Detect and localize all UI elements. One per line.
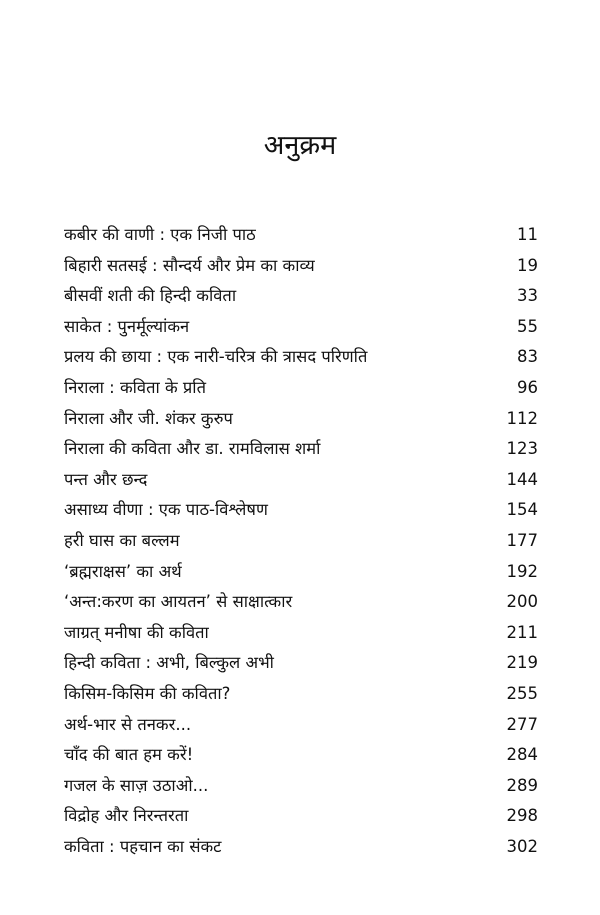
toc-entry <box>64 220 538 251</box>
toc-entry <box>64 801 538 832</box>
toc-entry <box>64 740 538 771</box>
toc-entry <box>64 434 538 465</box>
toc-entry-title: पन्त और छन्द <box>64 469 148 489</box>
toc-entry <box>64 648 538 679</box>
toc-entry-title: बिहारी सतसई : सौन्दर्य और प्रेम का काव्य <box>64 255 315 275</box>
toc-entry <box>64 832 538 863</box>
toc-entry-title: गजल के साज़ उठाओ... <box>64 775 209 795</box>
toc-entry <box>64 679 538 710</box>
toc-entry-title: कबीर की वाणी : एक निजी पाठ <box>64 225 256 244</box>
toc-entry-page: 284 <box>506 745 538 765</box>
toc-entry-page: 289 <box>506 775 538 795</box>
toc-entry-page: 298 <box>506 806 538 826</box>
toc-entry <box>64 404 538 435</box>
toc-entry-title: चाँद की बात हम करें! <box>64 745 194 765</box>
toc-entry <box>64 526 538 557</box>
toc-entry-title: बीसवीं शती की हिन्दी कविता <box>64 286 237 306</box>
toc-entry-page: 255 <box>506 683 538 703</box>
toc-entry <box>64 281 538 312</box>
toc-entry <box>64 465 538 496</box>
toc-entry-page: 19 <box>517 255 538 275</box>
toc-entry <box>64 557 538 588</box>
toc-entry-title: निराला : कविता के प्रति <box>64 377 206 397</box>
toc-entry-title: निराला और जी. शंकर कुरुप <box>64 408 233 428</box>
toc-entry-title: असाध्य वीणा : एक पाठ-विश्लेषण <box>64 500 268 520</box>
toc-entry <box>64 251 538 282</box>
toc-entry-title: ‘अन्त:करण का आयतन’ से साक्षात्कार <box>64 592 293 612</box>
toc-entry-page: 96 <box>517 377 538 397</box>
toc-entry-page: 144 <box>506 469 538 489</box>
toc-entry <box>64 710 538 741</box>
toc-entry <box>64 342 538 373</box>
toc-entry <box>64 495 538 526</box>
toc-entry-title: हरी घास का बल्लम <box>64 530 180 550</box>
toc-entry-title: जाग्रत् मनीषा की कविता <box>64 622 209 642</box>
toc-entry <box>64 618 538 649</box>
toc-entry <box>64 587 538 618</box>
toc-entry <box>64 373 538 404</box>
toc-entry-title: अर्थ-भार से तनकर... <box>64 714 192 734</box>
toc-entry-page: 83 <box>517 347 538 367</box>
table-of-contents <box>64 220 538 862</box>
toc-entry-page: 211 <box>506 622 538 642</box>
toc-entry-page: 302 <box>506 836 538 856</box>
toc-entry-title: ‘ब्रह्मराक्षस’ का अर्थ <box>64 561 182 581</box>
toc-entry-page: 219 <box>506 653 538 673</box>
toc-entry-title: किसिम-किसिम की कविता? <box>64 683 231 703</box>
toc-entry-page: 192 <box>506 561 538 581</box>
toc-entry-title: हिन्दी कविता : अभी, बिल्कुल अभी <box>64 653 274 673</box>
toc-entry-page: 277 <box>506 714 538 734</box>
toc-entry <box>64 771 538 802</box>
toc-entry-title: साकेत : पुनर्मूल्यांकन <box>64 316 190 336</box>
toc-entry-page: 112 <box>506 408 538 428</box>
toc-entry-title: कविता : पहचान का संकट <box>64 836 222 856</box>
toc-entry-page: 200 <box>506 592 538 612</box>
toc-entry-page: 123 <box>506 439 538 459</box>
toc-entry-title: निराला की कविता और डा. रामविलास शर्मा <box>64 439 321 459</box>
toc-entry-page: 55 <box>517 316 538 336</box>
toc-entry-page: 11 <box>517 225 538 244</box>
toc-entry-page: 154 <box>506 500 538 520</box>
toc-entry-title: विद्रोह और निरन्तरता <box>64 806 189 826</box>
toc-entry-page: 177 <box>506 530 538 550</box>
toc-entry-page: 33 <box>517 286 538 306</box>
page-title: अनुक्रम <box>263 130 337 161</box>
toc-entry <box>64 312 538 343</box>
toc-entry-title: प्रलय की छाया : एक नारी-चरित्र की त्रासद परिणति <box>64 347 368 367</box>
